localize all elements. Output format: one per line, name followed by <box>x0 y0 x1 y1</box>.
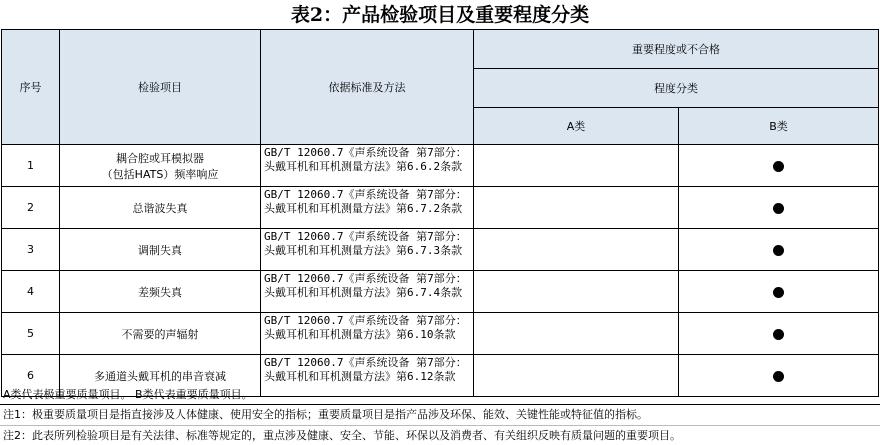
header-standard: 依据标准及方法 <box>261 30 474 145</box>
row-class-b <box>679 145 879 187</box>
row-seq: 2 <box>2 187 60 229</box>
row-class-b <box>679 271 879 313</box>
row-seq: 5 <box>2 313 60 355</box>
header-class-a: A类 <box>474 108 679 145</box>
row-class-a <box>474 187 679 229</box>
bullet-mark-icon <box>773 371 784 382</box>
bullet-mark-icon <box>773 245 784 256</box>
row-class-a <box>474 313 679 355</box>
row-standard: GB/T 12060.7《声系统设备 第7部分：头戴耳机和耳机测量方法》第6.7.3条款 <box>261 229 474 271</box>
table-row <box>2 271 879 313</box>
footer-note-2: 注2：此表所列检验项目是有关法律、标准等规定的，重点涉及健康、安全、节能、环保以及消费者、有关组织反映有质量问题的重要项目。 <box>3 429 681 442</box>
row-class-a <box>474 229 679 271</box>
table-row <box>2 145 879 187</box>
table-title: 表2：产品检验项目及重要程度分类 <box>290 4 590 26</box>
row-class-a <box>474 271 679 313</box>
row-class-b <box>679 229 879 271</box>
row-class-b <box>679 313 879 355</box>
header-seq: 序号 <box>2 30 60 145</box>
row-item: 调制失真 <box>60 229 261 271</box>
table-row <box>2 313 879 355</box>
row-class-b <box>679 187 879 229</box>
inspection-table <box>1 29 879 397</box>
row-item: 不需要的声辐射 <box>60 313 261 355</box>
row-item: 总谐波失真 <box>60 187 261 229</box>
bullet-mark-icon <box>773 329 784 340</box>
bullet-mark-icon <box>773 161 784 172</box>
row-item: 差频失真 <box>60 271 261 313</box>
row-seq: 3 <box>2 229 60 271</box>
table-row <box>2 187 879 229</box>
row-item: 多通道头戴耳机的串音衰减 <box>60 355 261 397</box>
row-standard: GB/T 12060.7《声系统设备 第7部分：头戴耳机和耳机测量方法》第6.7.4条款 <box>261 271 474 313</box>
header-item: 检验项目 <box>60 30 261 145</box>
header-class-b: B类 <box>679 108 879 145</box>
row-item <box>60 145 261 187</box>
footer-legend: A类代表极重要质量项目。 B类代表重要质量项目。 <box>0 386 880 405</box>
row-standard: GB/T 12060.7《声系统设备 第7部分：头戴耳机和耳机测量方法》第6.10条款 <box>261 313 474 355</box>
header-severity-group: 重要程度或不合格 <box>474 30 879 69</box>
row-standard: GB/T 12060.7《声系统设备 第7部分：头戴耳机和耳机测量方法》第6.7.2条款 <box>261 187 474 229</box>
row-class-a <box>474 145 679 187</box>
header-category-group: 程度分类 <box>474 69 879 108</box>
row-item-line1: 耦合腔或耳模拟器 <box>116 151 204 165</box>
bullet-mark-icon <box>773 203 784 214</box>
row-standard: GB/T 12060.7《声系统设备 第7部分：头戴耳机和耳机测量方法》第6.12条款 <box>261 355 474 397</box>
row-standard: GB/T 12060.7《声系统设备 第7部分：头戴耳机和耳机测量方法》第6.6.2条款 <box>261 145 474 187</box>
row-item-line2: （包括HATS）频率响应 <box>101 167 219 181</box>
footer-note-1: 注1：极重要质量项目是指直接涉及人体健康、使用安全的指标；重要质量项目是指产品涉及环保、能效、关键性能或特征值的指标。 <box>0 405 880 426</box>
table-row <box>2 229 879 271</box>
row-seq: 6 <box>2 355 60 397</box>
row-seq: 4 <box>2 271 60 313</box>
row-seq: 1 <box>2 145 60 187</box>
bullet-mark-icon <box>773 287 784 298</box>
